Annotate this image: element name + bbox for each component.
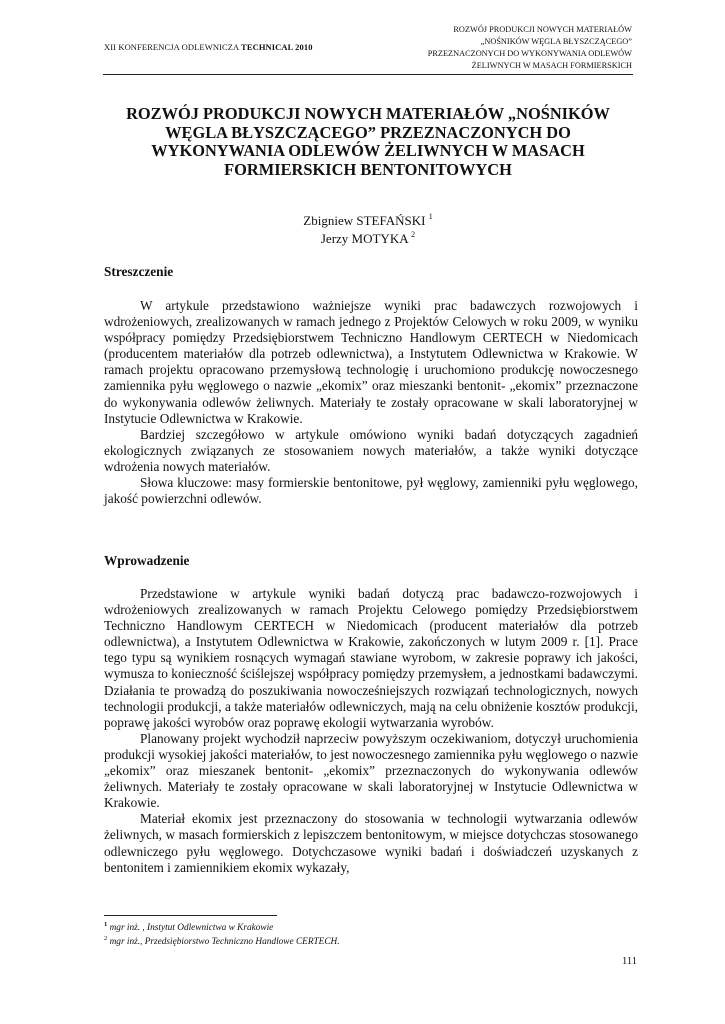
author-line bbox=[100, 213, 636, 229]
keywords-paragraph: Słowa kluczowe: masy formierskie bentonitowe, pył węglowy, zamienniki pyłu węglowego, jakość powierzchni odlewów. bbox=[104, 475, 638, 507]
footnote-text: mgr inż., Przedsiębiorstwo Techniczno Handlowe CERTECH. bbox=[109, 937, 340, 947]
abstract-body bbox=[104, 298, 638, 507]
header-title-line: „NOŚNIKÓW WĘGLA BŁYSZCZĄCEGO” bbox=[480, 37, 632, 46]
author-line bbox=[100, 231, 636, 247]
introduction-heading: Wprowadzenie bbox=[104, 553, 190, 568]
footnote bbox=[104, 923, 273, 933]
introduction-paragraph: Materiał ekomix jest przeznaczony do stosowania w technologii wytwarzania odlewów żeliwnych, w masach formierskich z lepiszczem bentonitowym, w miejsce dotychczas stosowanego odlewniczego pyłu węglowego. Dotychczasowe wyniki badań i doświadczeń uzyskanych z bentonitem i zamiennikiem ekomix wykazały, bbox=[104, 811, 638, 875]
introduction-body bbox=[104, 586, 638, 876]
header-divider bbox=[103, 74, 633, 75]
page-number: 111 bbox=[622, 956, 637, 967]
title-line: WYKONYWANIA ODLEWÓW ŻELIWNYCH W MASACH bbox=[151, 141, 585, 160]
title-line: FORMIERSKICH BENTONITOWYCH bbox=[224, 159, 512, 179]
footnote-mark: 1 bbox=[104, 921, 108, 928]
abstract-paragraph: Bardziej szczegółowo w artykule omówiono wyniki badań dotyczących zagadnień ekologicznych związanych ze stosowaniem nowych materiałów, a także wyniki dotyczące wdrożenia nowych materiałów. bbox=[104, 426, 638, 474]
abstract-heading: Streszczenie bbox=[104, 264, 174, 279]
author-footnote-mark: 2 bbox=[411, 230, 416, 239]
title-line: ROZWÓJ PRODUKCJI NOWYCH MATERIAŁÓW „NOŚNIKÓW bbox=[126, 104, 610, 123]
header-title-line: ROZWÓJ PRODUKCJI NOWYCH MATERIAŁÓW bbox=[453, 25, 632, 34]
footnote bbox=[104, 937, 340, 947]
abstract-paragraph: W artykule przedstawiono ważniejsze wyniki prac badawczych rozwojowych i wdrożeniowych, zrealizowanych w ramach jednego z Projektów Celowych w roku 2009, w wyniku współpracy pomiędzy Przedsiębiorstwem Techniczno Handlowym CERTECH w Niedomicach (producentem materiałów dla potrzeb odlewnictwa), a Instytutem Odlewnictwa w Krakowie. W ramach projektu opracowano przemysłową technologię i uruchomiono produkcję nowoczesnego zamiennika pyłu węglowego o nazwie „ekomix” oraz mieszanki bentonit- „ekomix” przeznaczone do wykonywania odlewów żeliwnych. Materiały te zostały opracowane w skali laboratoryjnej w Instytucie Odlewnictwa w Krakowie. bbox=[104, 298, 638, 426]
title-line: WĘGLA BŁYSZCZĄCEGO” PRZEZNACZONYCH DO bbox=[165, 122, 571, 142]
author-name: Jerzy MOTYKA bbox=[320, 231, 408, 246]
footnote-mark: 2 bbox=[104, 935, 108, 942]
author-footnote-mark: 1 bbox=[428, 212, 433, 221]
header-conference-brand: TECHNICAL 2010 bbox=[241, 42, 313, 52]
header-title-line: PRZEZNACZONYCH DO WYKONYWANIA ODLEWÓW bbox=[427, 49, 632, 58]
running-header-title bbox=[360, 24, 632, 72]
running-header-conference bbox=[104, 42, 313, 52]
introduction-paragraph: Planowany projekt wychodził naprzeciw powyższym oczekiwaniom, dotyczył uruchomienia produkcji wysokiej jakości materiałów, to jest nowoczesnego zamiennika pyłu węglowego o nazwie „ekomix” oraz mieszanek bentonit- „ekomix” przeznaczonych do wykonywania odlewów żeliwnych. Materiały te zostały opracowane w skali laboratoryjnej w Instytucie Odlewnictwa w Krakowie. bbox=[104, 730, 638, 811]
author-name: Zbigniew STEFAŃSKI bbox=[303, 213, 426, 228]
paper-title bbox=[100, 105, 636, 179]
introduction-paragraph: Przedstawione w artykule wyniki badań dotyczą prac badawczo-rozwojowych i wdrożeniowych zrealizowanych w ramach Projektu Celowego pomiędzy Przedsiębiorstwem Techniczno Handlowym CERTECH w Niedomicach (producent materiałów dla potrzeb odlewnictwa), a Instytutem Odlewnictwa w Krakowie, zakończonych w lutym 2009 r. [1]. Prace tego typu są wynikiem rosnących wymagań stawiane wyrobom, w zakresie poprawy ich jakości, wymusza to konieczność ściślejszej współpracy pomiędzy przemysłem, a jednostkami badawczymi. Działania te prowadzą do poszukiwania nowocześniejszych rozwiązań technologicznych, nowych technologii produkcji, a także materiałów odlewniczych, mają na celu obniżenie kosztów produkcji, poprawę jakości wyrobów oraz poprawę ekologii wytwarzania wyrobów. bbox=[104, 586, 638, 730]
header-conference-name: XII KONFERENCJA ODLEWNICZA bbox=[104, 42, 242, 52]
footnote-divider bbox=[104, 915, 277, 916]
header-title-line: ŻELIWNYCH W MASACH FORMIERSKICH bbox=[471, 61, 632, 70]
footnote-text: mgr inż. , Instytut Odlewnictwa w Krakowie bbox=[109, 923, 274, 933]
